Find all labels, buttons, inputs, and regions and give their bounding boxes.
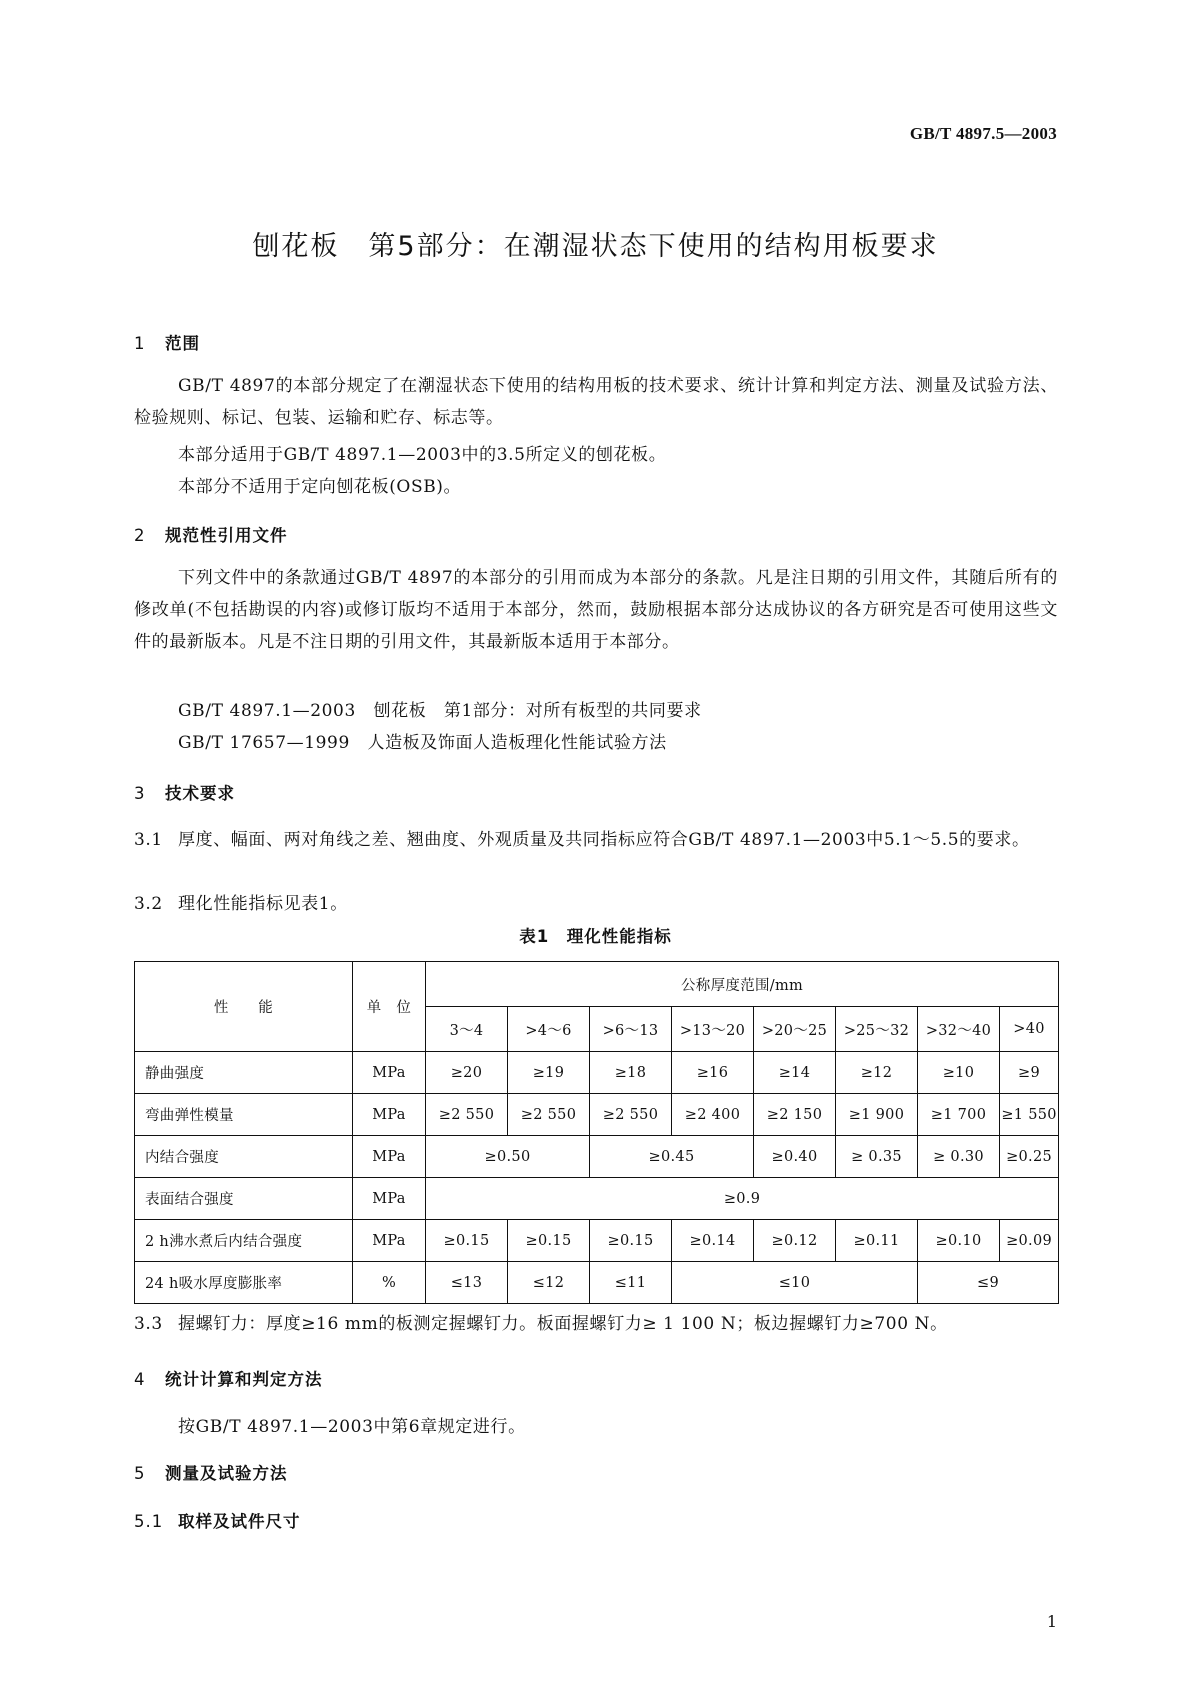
section-1-paragraph-1: GB/T 4897的本部分规定了在潮湿状态下使用的结构用板的技术要求、统计计算和判定方法、测量及试验方法、检验规则、标记、包装、运输和贮存、标志等。 [134,376,1058,428]
table-cell: ≥0.15 [508,1220,590,1262]
section-1-heading [134,330,200,354]
section-1-title: 范围 [165,334,200,353]
table-cell: ≥ 0.30 [918,1136,1000,1178]
table-cell: ≥2 400 [672,1094,754,1136]
section-3-heading [134,780,235,804]
table-cell: ≥0.25 [1000,1136,1059,1178]
table-cell: ≤12 [508,1262,590,1304]
table-cell: ≥14 [754,1052,836,1094]
standard-number: GB/T 4897.5—2003 [909,124,1057,143]
clause-3-2-number: 3.2 [134,894,163,914]
reference-1: GB/T 4897.1—2003 刨花板 第1部分：对所有板型的共同要求 [178,701,702,721]
table-cell: ≥0.40 [754,1136,836,1178]
clause-5-1-title: 取样及试件尺寸 [178,1512,301,1531]
header-property: 性 能 [135,962,353,1052]
page-number: 1 [1046,1612,1057,1631]
table-cell: ≥0.12 [754,1220,836,1262]
header-thickness-range: 公称厚度范围/mm [426,962,1059,1007]
table-cell: ≥0.9 [426,1178,1059,1220]
range-header: >6～13 [590,1007,672,1052]
clause-3-3-text: 握螺钉力：厚度≥16 mm的板测定握螺钉力。板面握螺钉力≥ 1 100 N；板边握螺钉力≥700 N。 [178,1314,948,1334]
clause-3-1 [134,824,1058,856]
section-4-heading [134,1366,323,1390]
property-unit: MPa [353,1178,426,1220]
section-4-title: 统计计算和判定方法 [165,1370,323,1389]
table-cell: ≥0.11 [836,1220,918,1262]
table-row [135,1220,1059,1262]
clause-3-1-number: 3.1 [134,830,163,850]
section-2-heading [134,522,288,546]
table-cell: ≤13 [426,1262,508,1304]
clause-3-1-text: 厚度、幅面、两对角线之差、翘曲度、外观质量及共同指标应符合GB/T 4897.1—2003中5.1～5.5的要求。 [178,830,1030,850]
section-5-heading [134,1460,288,1484]
range-header: >25～32 [836,1007,918,1052]
range-header: 3～4 [426,1007,508,1052]
section-2-paragraph: 下列文件中的条款通过GB/T 4897的本部分的引用而成为本部分的条款。凡是注日期的引用文件，其随后所有的修改单(不包括勘误的内容)或修订版均不适用于本部分，然而，鼓励根据本部分达成协议的各方研究是否可使用这些文件的最新版本。凡是不注日期的引用文件，其最新版本适用于本部分。 [134,568,1058,652]
clause-5-1-number: 5.1 [134,1512,164,1531]
property-unit: MPa [353,1094,426,1136]
table-cell: ≥1 900 [836,1094,918,1136]
section-4-paragraph: 按GB/T 4897.1—2003中第6章规定进行。 [178,1417,526,1437]
clause-5-1-heading [134,1508,301,1532]
table-cell: ≥16 [672,1052,754,1094]
reference-2: GB/T 17657—1999 人造板及饰面人造板理化性能试验方法 [178,733,667,753]
clause-3-3 [134,1308,1058,1340]
table-cell: ≥12 [836,1052,918,1094]
table-cell: ≥0.45 [590,1136,754,1178]
table-row [135,1262,1059,1304]
table-cell: ≥0.14 [672,1220,754,1262]
section-5-number: 5 [134,1464,146,1483]
table-row [135,1136,1059,1178]
table-cell: ≥0.09 [1000,1220,1059,1262]
table-cell: ≥19 [508,1052,590,1094]
table-cell: ≥2 550 [590,1094,672,1136]
table-cell: ≤11 [590,1262,672,1304]
header-unit: 单 位 [353,962,426,1052]
clause-3-3-number: 3.3 [134,1314,163,1334]
table-cell: ≥0.10 [918,1220,1000,1262]
table-cell: ≥0.15 [590,1220,672,1262]
table-cell: ≤9 [918,1262,1059,1304]
section-3-title: 技术要求 [165,784,235,803]
document-title: 刨花板 第5部分：在潮湿状态下使用的结构用板要求 [252,231,939,262]
range-header: >40 [1000,1007,1059,1052]
range-header: >13～20 [672,1007,754,1052]
section-3-number: 3 [134,784,146,803]
clause-3-2-text: 理化性能指标见表1。 [178,894,348,914]
section-2-title: 规范性引用文件 [165,526,288,545]
section-1-paragraph-2: 本部分适用于GB/T 4897.1—2003中的3.5所定义的刨花板。 [178,445,667,465]
table-cell: ≥1 700 [918,1094,1000,1136]
table-row [135,1052,1059,1094]
table-cell: ≥18 [590,1052,672,1094]
property-name: 2 h沸水煮后内结合强度 [135,1220,353,1262]
property-name: 表面结合强度 [135,1178,353,1220]
table-cell: ≥0.15 [426,1220,508,1262]
section-1-number: 1 [134,334,146,353]
range-header: >4～6 [508,1007,590,1052]
clause-3-2 [134,888,1058,920]
property-name: 静曲强度 [135,1052,353,1094]
table-cell: ≤10 [672,1262,918,1304]
property-unit: MPa [353,1136,426,1178]
table-cell: ≥1 550 [1000,1094,1059,1136]
property-unit: MPa [353,1052,426,1094]
table-cell: ≥10 [918,1052,1000,1094]
property-name: 内结合强度 [135,1136,353,1178]
table-cell: ≥9 [1000,1052,1059,1094]
section-2-number: 2 [134,526,146,545]
range-header: >32～40 [918,1007,1000,1052]
table-cell: ≥2 150 [754,1094,836,1136]
property-name: 24 h吸水厚度膨胀率 [135,1262,353,1304]
table-row [135,1178,1059,1220]
section-5-title: 测量及试验方法 [165,1464,288,1483]
table-cell: ≥2 550 [426,1094,508,1136]
table-cell: ≥2 550 [508,1094,590,1136]
property-name: 弯曲弹性模量 [135,1094,353,1136]
table-cell: ≥0.50 [426,1136,590,1178]
properties-table [134,961,1059,1304]
table-row [135,1094,1059,1136]
table-cell: ≥ 0.35 [836,1136,918,1178]
table-cell: ≥20 [426,1052,508,1094]
table-1-caption: 表1 理化性能指标 [519,927,672,946]
section-1-paragraph-3: 本部分不适用于定向刨花板(OSB)。 [178,477,462,497]
property-unit: MPa [353,1220,426,1262]
property-unit: % [353,1262,426,1304]
section-4-number: 4 [134,1370,146,1389]
range-header: >20～25 [754,1007,836,1052]
